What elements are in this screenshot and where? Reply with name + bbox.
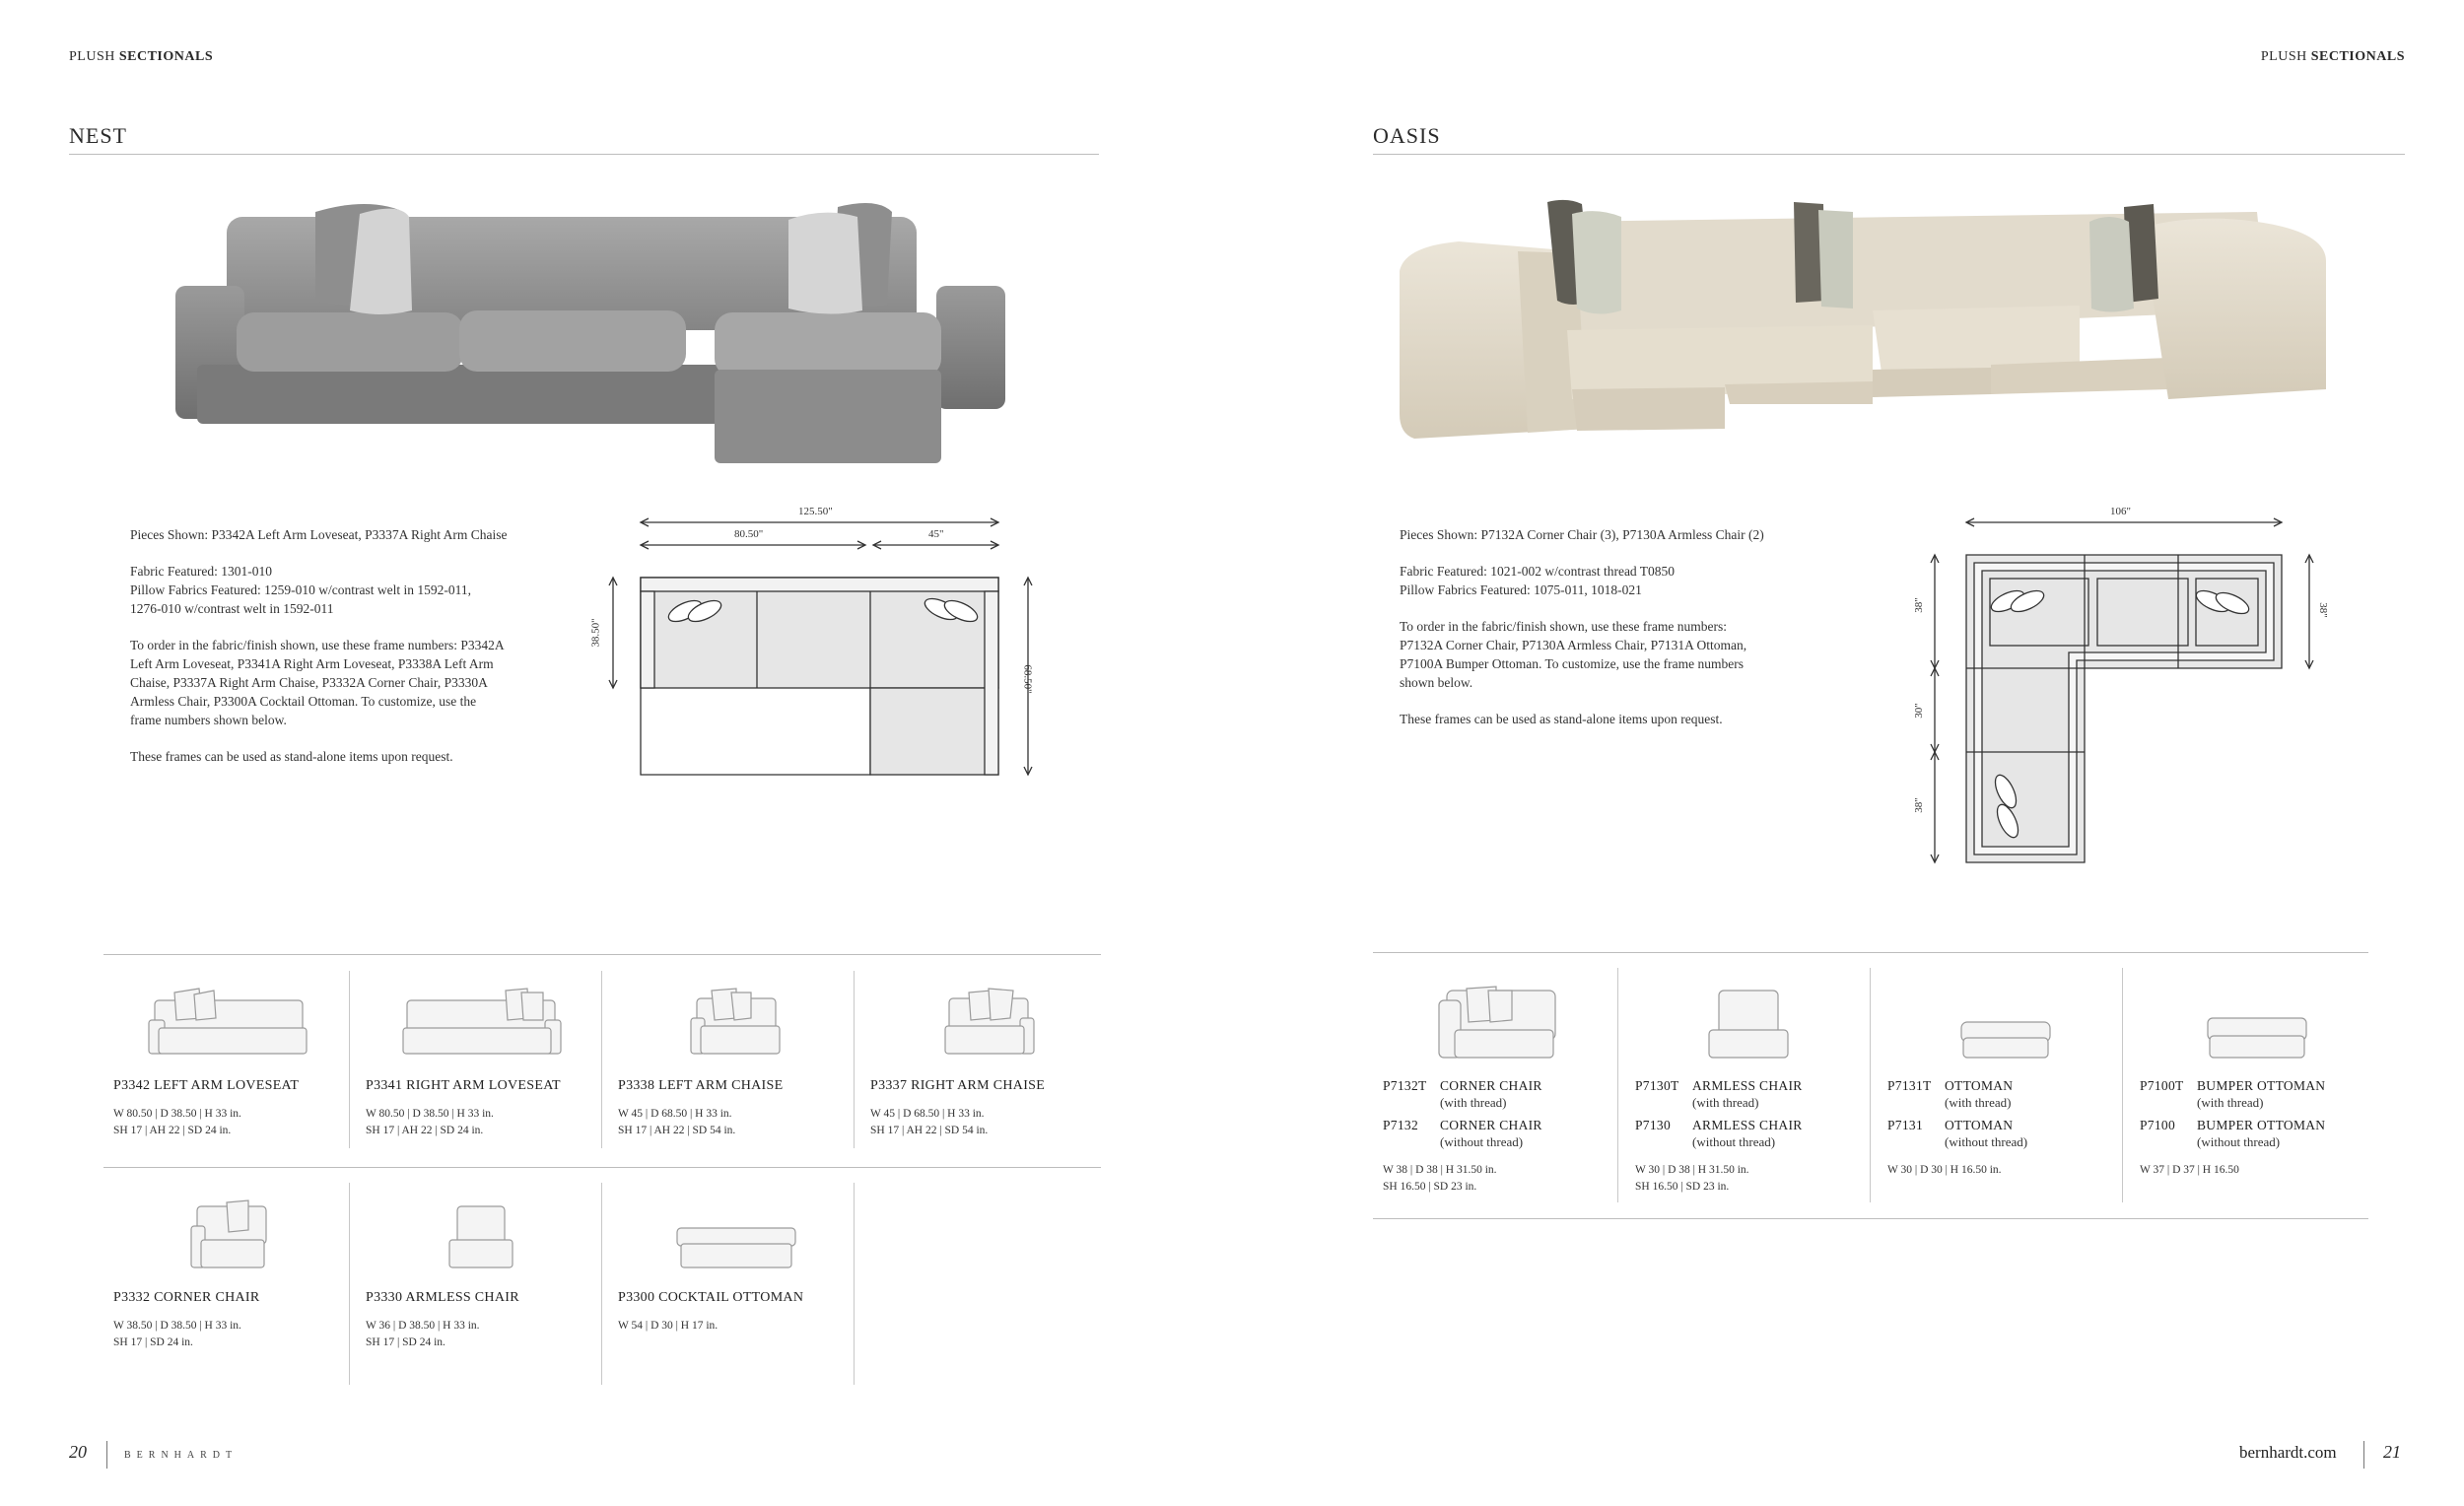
oasis-fabric-featured: Fabric Featured: 1021-002 w/contrast thread T0850 Pillow Fabrics Featured: 1075-011, 1018-021: [1400, 564, 1676, 597]
nest-standalone-note: These frames can be used as stand-alone items upon request.: [130, 749, 453, 764]
nest-grid-divider: [349, 1183, 350, 1385]
oasis-title: OASIS: [1373, 123, 1441, 148]
item-name: P3337 RIGHT ARM CHAISE: [870, 1078, 1046, 1093]
nest-title-rule: [69, 154, 1099, 155]
oasis-armless-chair-sketch: [1679, 981, 1847, 1064]
item-variant-note: (without thread): [1440, 1134, 1524, 1149]
oasis-grid-top-rule: [1373, 952, 2368, 953]
corner-chair-sketch: [158, 1193, 325, 1271]
left-running-header: PLUSH SECTIONALS: [69, 49, 214, 64]
item-dimensions: W 45 | D 68.50 | H 33 in.: [618, 1108, 732, 1120]
item-dimensions: W 36 | D 38.50 | H 33 in.: [366, 1320, 480, 1332]
oasis-standalone-note: These frames can be used as stand-alone items upon request.: [1400, 712, 1723, 726]
item-name: P3332 CORNER CHAIR: [113, 1290, 260, 1305]
oasis-ottoman-sketch: [1932, 981, 2099, 1064]
nest-pieces-shown: Pieces Shown: P3342A Left Arm Loveseat, P3337A Right Arm Chaise: [130, 527, 508, 542]
item-seat-dimensions: SH 16.50 | SD 23 in.: [1635, 1181, 1730, 1193]
nest-dimension-diagram: [591, 501, 1055, 787]
oasis-item-card: [1887, 981, 2119, 1179]
oasis-item-variants: [1383, 1077, 1614, 1150]
item-name: P3341 RIGHT ARM LOVESEAT: [366, 1078, 561, 1093]
item-code: P7131: [1887, 1118, 1924, 1132]
chaise-right-arm-sketch: [910, 981, 1077, 1060]
nest-plan-drawing: [591, 501, 1055, 787]
oasis-grid-divider: [2122, 968, 2123, 1202]
oasis-item-card: [1635, 981, 1867, 1196]
right-running-header: PLUSH SECTIONALS: [2260, 49, 2405, 64]
item-code: P7131T: [1887, 1078, 1932, 1093]
item-dimensions: W 38.50 | D 38.50 | H 33 in.: [113, 1320, 241, 1332]
item-code: P7130: [1635, 1118, 1672, 1132]
item-code: P7100: [2140, 1118, 2176, 1132]
nest-grid-top-rule: [103, 954, 1101, 955]
oasis-sectional-photo: [1400, 192, 2336, 439]
armless-chair-sketch: [410, 1193, 578, 1271]
footer-left-divider: [106, 1441, 107, 1469]
oasis-item-card: [2140, 981, 2371, 1179]
item-seat-dimensions: SH 17 | AH 22 | SD 24 in.: [113, 1125, 232, 1136]
oasis-pieces-shown: Pieces Shown: P7132A Corner Chair (3), P7130A Armless Chair (2): [1400, 527, 1764, 542]
oasis-description: [1400, 525, 1843, 746]
item-code: P7132: [1383, 1118, 1419, 1132]
nest-order-info: To order in the fabric/finish shown, use these frame numbers: P3342A Left Arm Loveseat, P3341A Right Arm Loveseat, P3338A Left Arm Chaise, P3337A Right Arm Chaise, P3332A Corner Chair, P3330A Armless Chair, P3300A Cocktail Ottoman. To customize, use the frame numbers shown below.: [130, 638, 505, 727]
item-variant-note: (with thread): [2197, 1095, 2264, 1110]
nest-grid-divider: [854, 1183, 855, 1385]
item-name: BUMPER OTTOMAN: [2197, 1118, 2326, 1132]
item-code: P7130T: [1635, 1078, 1679, 1093]
nest-item-card: [618, 1193, 845, 1335]
nest-item-card: [366, 981, 592, 1139]
nest-dim-right: 45": [928, 528, 944, 540]
item-code: P7100T: [2140, 1078, 2184, 1093]
oasis-grid-divider: [1617, 968, 1618, 1202]
nest-grid-divider: [601, 971, 602, 1148]
item-dimensions: W 80.50 | D 38.50 | H 33 in.: [366, 1108, 494, 1120]
item-seat-dimensions: SH 16.50 | SD 23 in.: [1383, 1181, 1477, 1193]
item-name: BUMPER OTTOMAN: [2197, 1078, 2326, 1093]
oasis-grid-divider: [1870, 968, 1871, 1202]
oasis-dimension-diagram: [1912, 501, 2341, 875]
item-variant-note: (without thread): [1945, 1134, 2028, 1149]
item-name: P3300 COCKTAIL OTTOMAN: [618, 1290, 804, 1305]
item-name: ARMLESS CHAIR: [1692, 1078, 1803, 1093]
website-link[interactable]: bernhardt.com: [2239, 1443, 2337, 1462]
chaise-left-arm-sketch: [657, 981, 825, 1060]
nest-item-card: [113, 981, 340, 1139]
nest-grid-divider: [601, 1183, 602, 1385]
oasis-corner-chair-sketch: [1427, 981, 1595, 1064]
oasis-dim-right: 38": [2316, 602, 2329, 618]
brand-wordmark: BERNHARDT: [124, 1450, 239, 1461]
oasis-item-variants: [1887, 1077, 2119, 1150]
nest-grid-divider: [854, 971, 855, 1148]
oasis-item-variants: [1635, 1077, 1867, 1150]
nest-item-card: [366, 1193, 592, 1351]
item-seat-dimensions: SH 17 | AH 22 | SD 54 in.: [618, 1125, 736, 1136]
nest-dim-left: 80.50": [734, 528, 764, 540]
oasis-grid-bottom-rule: [1373, 1218, 2368, 1219]
oasis-bumper-ottoman-sketch: [2184, 981, 2352, 1064]
item-name: OTTOMAN: [1945, 1118, 2014, 1132]
nest-sectional-photo: [168, 192, 1025, 468]
left-page-number: 20: [69, 1442, 87, 1462]
item-name: P3330 ARMLESS CHAIR: [366, 1290, 519, 1305]
oasis-item-card: [1383, 981, 1614, 1196]
oasis-dim-width: 106": [2110, 506, 2131, 517]
nest-description: [130, 525, 603, 784]
item-variant-note: (with thread): [1945, 1095, 2012, 1110]
item-seat-dimensions: SH 17 | AH 22 | SD 54 in.: [870, 1125, 989, 1136]
oasis-dim-d1: 38": [1912, 597, 1925, 613]
oasis-dim-d2: 30": [1912, 703, 1925, 719]
oasis-item-variants: [2140, 1077, 2371, 1150]
footer-right-divider: [2363, 1441, 2364, 1469]
nest-grid-divider: [349, 971, 350, 1148]
oasis-order-info: To order in the fabric/finish shown, use these frame numbers: P7132A Corner Chair, P7130A Armless Chair, P7131A Ottoman, P7100A Bumper Ottoman. To customize, use the frame numbers shown below.: [1400, 619, 1747, 690]
item-dimensions: W 37 | D 37 | H 16.50: [2140, 1164, 2239, 1176]
oasis-dim-d3: 38": [1912, 797, 1925, 813]
item-name: ARMLESS CHAIR: [1692, 1118, 1803, 1132]
item-name: CORNER CHAIR: [1440, 1118, 1542, 1132]
item-name: P3338 LEFT ARM CHAISE: [618, 1078, 784, 1093]
nest-title: NEST: [69, 123, 127, 148]
item-variant-note: (without thread): [1692, 1134, 1776, 1149]
item-dimensions: W 30 | D 30 | H 16.50 in.: [1887, 1164, 2002, 1176]
nest-item-card: [113, 1193, 340, 1351]
item-dimensions: W 45 | D 68.50 | H 33 in.: [870, 1108, 985, 1120]
item-dimensions: W 38 | D 38 | H 31.50 in.: [1383, 1164, 1497, 1176]
nest-item-card: [618, 981, 845, 1139]
item-seat-dimensions: SH 17 | SD 24 in.: [366, 1336, 445, 1348]
item-name: CORNER CHAIR: [1440, 1078, 1542, 1093]
cocktail-ottoman-sketch: [657, 1193, 825, 1271]
nest-dim-total: 125.50": [798, 506, 833, 517]
item-dimensions: W 54 | D 30 | H 17 in.: [618, 1320, 719, 1332]
item-seat-dimensions: SH 17 | SD 24 in.: [113, 1336, 193, 1348]
item-variant-note: (with thread): [1440, 1095, 1507, 1110]
item-variant-note: (without thread): [2197, 1134, 2281, 1149]
right-page-number: 21: [2383, 1442, 2401, 1462]
loveseat-right-arm-sketch: [397, 981, 565, 1060]
nest-item-card: [870, 981, 1097, 1139]
item-variant-note: (with thread): [1692, 1095, 1759, 1110]
nest-grid-mid-rule: [103, 1167, 1101, 1168]
item-code: P7132T: [1383, 1078, 1427, 1093]
nest-fabric-featured: Fabric Featured: 1301-010 Pillow Fabrics Featured: 1259-010 w/contrast welt in 1592-011, 1276-010 w/contrast welt in 1592-011: [130, 564, 471, 616]
oasis-plan-drawing: [1917, 501, 2341, 875]
item-dimensions: W 30 | D 38 | H 31.50 in.: [1635, 1164, 1749, 1176]
item-dimensions: W 80.50 | D 38.50 | H 33 in.: [113, 1108, 241, 1120]
nest-dim-depth: 38.50": [589, 618, 602, 648]
item-seat-dimensions: SH 17 | AH 22 | SD 24 in.: [366, 1125, 484, 1136]
nest-dim-chaise: 68.50": [1021, 664, 1034, 694]
item-name: P3342 LEFT ARM LOVESEAT: [113, 1078, 300, 1093]
item-name: OTTOMAN: [1945, 1078, 2014, 1093]
oasis-title-rule: [1373, 154, 2405, 155]
loveseat-left-arm-sketch: [145, 981, 312, 1060]
